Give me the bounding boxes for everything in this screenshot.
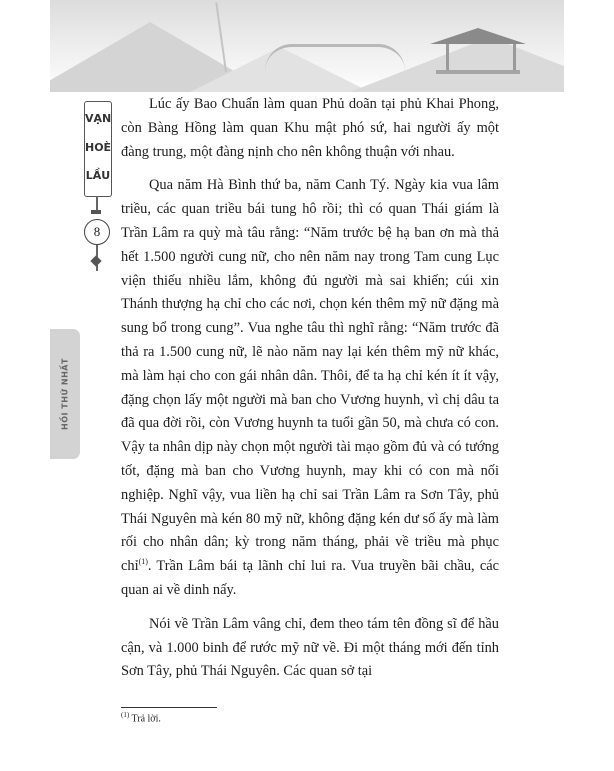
pavilion-icon bbox=[430, 28, 526, 84]
book-title-vertical-label bbox=[84, 101, 112, 197]
arched-bridge-shape bbox=[265, 44, 405, 71]
footnote-text: Trả lời. bbox=[131, 713, 161, 725]
paragraph bbox=[121, 174, 499, 602]
chapter-side-tab bbox=[50, 329, 80, 459]
paragraph: Lúc ấy Bao Chuẩn làm quan Phủ doãn tại phủ Khai Phong, còn Bàng Hồng làm quan Khu mật phó sứ, hai người ấy một đàng trung, một đàng nịnh cho nên không thuận với nhau. bbox=[121, 96, 499, 160]
header-landscape-illustration bbox=[50, 0, 564, 92]
paragraph-text: . Trần Lâm bái tạ lãnh chỉ lui ra. Vua truyền bãi chầu, các quan ai về dinh nấy. bbox=[121, 558, 499, 598]
ornament-line bbox=[96, 196, 98, 210]
footnote bbox=[121, 711, 161, 724]
ornament-diamond-icon bbox=[90, 255, 101, 266]
body-text bbox=[121, 93, 499, 694]
footnote-mark: (1) bbox=[121, 711, 130, 719]
paragraph: Nói về Trần Lâm vâng chỉ, đem theo tám tên đồng sĩ để hầu cận, và 1.000 binh để rước mỹ nữ về. Đi một tháng mới đến tỉnh Sơn Tây, phủ Thái Nguyên. Các quan sở tại bbox=[121, 615, 499, 680]
book-title-char: LẦU bbox=[85, 169, 111, 182]
chapter-side-tab-label: HỒI THỨ NHẤT bbox=[60, 358, 70, 430]
footnote-divider bbox=[121, 707, 217, 708]
book-title-char: VẠN bbox=[85, 112, 112, 125]
paragraph-text: Qua năm Hà Bình thứ ba, năm Canh Tý. Ngày kia vua lâm triều, các quan triều bái tung hô rồi; thì có quan Thái giám là Trần Lâm ra quỳ mà tâu rằng: “Năm trước bệ hạ ban ơn mà thả hết 1.500 người cung nữ, cho nên năm nay trong Tam cung Lục viện thiếu nhiều lắm, không đủ người mà sai khiến; cúi xin Thánh thượng hạ chỉ cho các nơi, chọn kén thêm mỹ nữ đặng mà sung bổ trong cung”. Vua nghe tâu thì nghĩ rằng: “Năm trước đã thả ra 1.500 cung nữ, lẽ nào năm nay lại kén thêm mỹ nữ khác, mà làm hại cho con gái nhân dân. Thôi, để ta hạ chỉ kén ít ít vậy, đặng chọn lấy một người mà ban cho Vương huynh, vì chị dâu ta đã qua đời rồi, còn Vương huynh ta tuổi gần 50, mà chưa có con. Vậy ta nhân dịp này chọn một người tài mạo gồm đủ và có tướng tốt, đặng mà ban cho Vương huynh, may khi có con mà nối nghiệp. Nghĩ vậy, vua liền hạ chỉ sai Trần Lâm ra Sơn Tây, phủ Thái Nguyên mà kén 80 mỹ nữ, không đặng kén dư số ấy mà làm rối cho nhân dân; kỳ trong năm tháng, phải về triều mà phục chỉ bbox=[121, 177, 499, 575]
book-title-char: HOÈ bbox=[85, 141, 112, 154]
ornament-knot bbox=[91, 210, 101, 214]
page-number: 8 bbox=[84, 219, 110, 245]
footnote-reference: (1) bbox=[138, 557, 148, 567]
